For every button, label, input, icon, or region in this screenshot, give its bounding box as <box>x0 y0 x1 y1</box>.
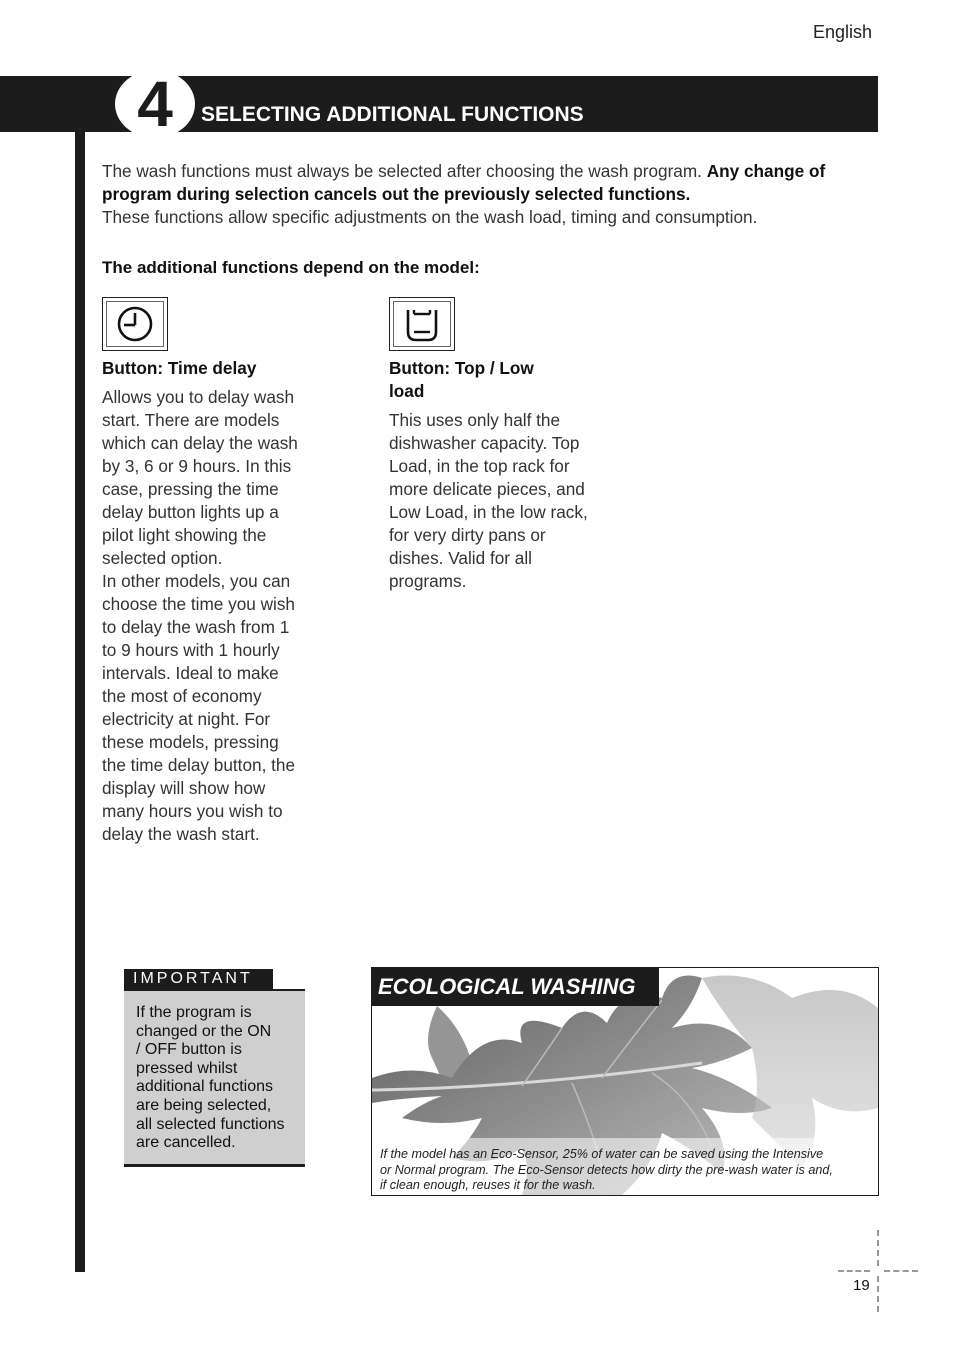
text-line: Low Load, in the low rack, <box>389 502 588 522</box>
title-line: Button: Top / Low <box>389 358 534 378</box>
text-line: Load, in the top rack for <box>389 456 570 476</box>
text-line: pressed whilst <box>136 1059 238 1077</box>
time-delay-icon-box <box>102 297 168 351</box>
crop-mark-bottom <box>877 1276 879 1312</box>
text-line: many hours you wish to <box>102 801 283 821</box>
text-line: pilot light showing the <box>102 525 267 545</box>
ecological-washing-title: ECOLOGICAL WASHING <box>372 968 659 1006</box>
time-delay-description <box>102 386 342 846</box>
text-line: programs. <box>389 571 467 591</box>
important-label: IMPORTANT <box>124 969 273 989</box>
crop-mark-left <box>838 1270 870 1272</box>
language-label: English <box>813 22 873 42</box>
text-line: This uses only half the <box>389 410 561 430</box>
text-line: Allows you to delay wash <box>102 387 295 407</box>
left-margin-rule <box>75 132 85 1272</box>
text-line: case, pressing the time <box>102 479 279 499</box>
top-low-load-description <box>389 409 629 593</box>
text-line: start. There are models <box>102 410 280 430</box>
crop-mark-right <box>884 1270 918 1272</box>
text-line: delay the wash start. <box>102 824 260 844</box>
text-line: the time delay button, the <box>102 755 296 775</box>
text-line: which can delay the wash <box>102 433 298 453</box>
crop-mark-top <box>877 1230 879 1266</box>
text-line: In other models, you can <box>102 571 291 591</box>
text-line: by 3, 6 or 9 hours. In this <box>102 456 292 476</box>
text-line: are being selected, <box>136 1096 272 1114</box>
intro-text-2: These functions allow specific adjustments on the wash load, timing and consumption. <box>102 207 758 227</box>
basket-half-load-icon <box>400 304 444 344</box>
important-text <box>136 1004 296 1153</box>
text-line: intervals. Ideal to make <box>102 663 279 683</box>
text-line: if clean enough, reuses it for the wash. <box>380 1178 596 1192</box>
text-line: are cancelled. <box>136 1134 236 1152</box>
text-line: all selected functions <box>136 1115 285 1133</box>
intro-paragraph <box>102 160 882 229</box>
text-line: to delay the wash from 1 <box>102 617 290 637</box>
page-number: 19 <box>853 1277 870 1294</box>
text-line: / OFF button is <box>136 1041 242 1059</box>
chapter-badge <box>115 70 195 138</box>
text-line: dishes. Valid for all <box>389 548 532 568</box>
top-low-load-title <box>389 357 619 403</box>
top-low-load-icon-box <box>389 297 455 351</box>
text-line: to 9 hours with 1 hourly <box>102 640 280 660</box>
text-line: changed or the ON <box>136 1022 272 1040</box>
text-line: for very dirty pans or <box>389 525 546 545</box>
text-line: If the model has an Eco-Sensor, 25% of water can be saved using the Intensive <box>380 1147 824 1161</box>
text-line: dishwasher capacity. Top <box>389 433 580 453</box>
intro-warning: Any change of program during selection cancels out the previously selected functions. <box>102 161 826 204</box>
text-line: these models, pressing <box>102 732 279 752</box>
text-line: If the program is <box>136 1004 252 1021</box>
text-line: choose the time you wish <box>102 594 295 614</box>
time-delay-title: Button: Time delay <box>102 358 257 378</box>
intro-text-1: The wash functions must always be selected after choosing the wash program. <box>102 161 707 181</box>
text-line: or Normal program. The Eco-Sensor detects how dirty the pre-wash water is and, <box>380 1162 833 1177</box>
title-line: load <box>389 381 425 401</box>
text-line: the most of economy <box>102 686 262 706</box>
text-line: electricity at night. For <box>102 709 271 729</box>
ecological-washing-caption <box>380 1147 874 1194</box>
text-line: selected option. <box>102 548 223 568</box>
chapter-number: 4 <box>137 68 173 140</box>
text-line: display will show how <box>102 778 266 798</box>
section-title: SELECTING ADDITIONAL FUNCTIONS <box>201 103 584 126</box>
text-line: delay button lights up a <box>102 502 279 522</box>
text-line: more delicate pieces, and <box>389 479 585 499</box>
functions-subheading: The additional functions depend on the model: <box>102 258 480 277</box>
clock-icon <box>113 304 157 344</box>
text-line: additional functions <box>136 1078 273 1096</box>
